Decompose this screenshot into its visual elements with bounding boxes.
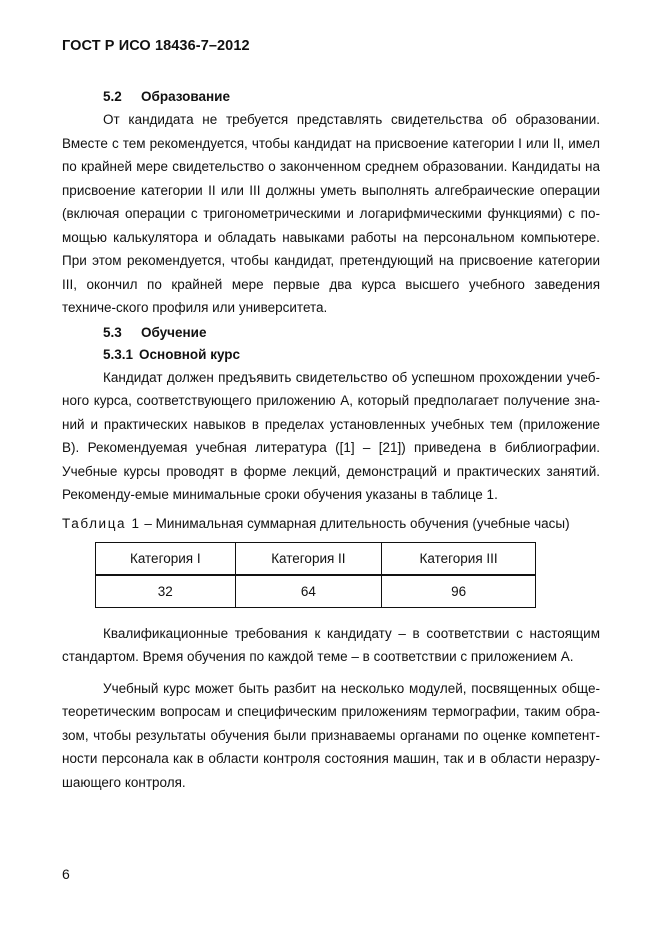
basic-course-paragraph: Кандидат должен предъявить свидетельство об успешном прохождении учеб-ного курса, соответствующего приложению А, который предполагает получение зна-ний и практических навыков в пределах установленных учебных тем (приложение В). Рекомендуемая учебная литература ([1] – [21]) приведена в библиографии. Учебные курсы проводят в форме лекций, демонстраций и практических занятий. Рекоменду-емые минимальные сроки обучения указаны в таблице 1. [62, 369, 600, 502]
section-title: Основной курс [139, 346, 241, 362]
value-category-2: 64 [235, 575, 382, 608]
training-duration-table [95, 542, 536, 608]
document-header: ГОСТ Р ИСО 18436-7–2012 [62, 38, 250, 54]
table-caption-text: – Минимальная суммарная длительность обучения (учебные часы) [140, 515, 570, 531]
header-category-2: Категория II [235, 542, 382, 575]
header-category-1: Категория I [96, 542, 236, 575]
value-category-3: 96 [382, 575, 536, 608]
qualification-paragraph: Квалификационные требования к кандидату – в соответствии с настоящим стандартом. Время обучения по каждой теме – в соответствии с приложением А. [62, 625, 600, 664]
value-category-1: 32 [96, 575, 236, 608]
table-row [96, 575, 536, 608]
section-5-3-heading [62, 322, 600, 344]
page-number: 6 [62, 866, 70, 882]
table-header-row [96, 542, 536, 575]
header-category-3: Категория III [382, 542, 536, 575]
section-number: 5.3 [103, 324, 122, 340]
section-number: 5.2 [103, 89, 122, 104]
section-title: Обучение [141, 324, 207, 340]
table-caption [62, 512, 600, 536]
table-caption-label: Таблица 1 [62, 515, 141, 531]
section-title: Образование [141, 89, 230, 104]
section-number: 5.3.1 [103, 346, 134, 362]
course-modules-paragraph: Учебный курс может быть разбит на несколько модулей, посвященных обще-теоретическим вопросам и специфическим приложениям термографии, таким обра-зом, чтобы результаты обучения были признаваемы органами по оценке компетент-ности персонала как в области контроля состояния машин, так и в области неразру-шающего контроля. [62, 680, 600, 790]
section-5-3-1-heading [62, 344, 600, 366]
document-body [62, 86, 600, 794]
education-paragraph: От кандидата не требуется представлять свидетельства об образовании. Вместе с тем рекомендуется, чтобы кандидат на присвоение категории I или II, имел по крайней мере свидетельство о законченном среднем образовании. Кандидаты на присвоение категории II или III должны уметь выполнять алгебраические операции (включая операции с тригонометрическими и логарифмическими функциями) с по-мощью калькулятора и обладать навыками работы на персональном компьютере. При этом рекомендуется, чтобы кандидат, претендующий на присвоение категории III, окончил по крайней мере первые два курса высшего учебного заведения техниче-ского профиля или университета. [62, 112, 600, 315]
section-5-2-heading [62, 86, 600, 108]
